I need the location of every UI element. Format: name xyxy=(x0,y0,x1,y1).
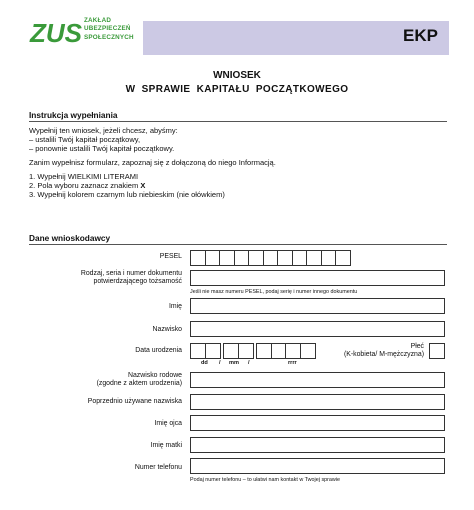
document-label-line: potwierdzającego tożsamość xyxy=(93,278,182,286)
phone-input[interactable] xyxy=(190,458,445,474)
first-name-label: Imię xyxy=(168,303,182,310)
sex-label xyxy=(344,343,424,360)
document-note: Jeśli nie masz numeru PESEL, podaj serię i numer innego dokumentu xyxy=(190,289,358,295)
sex-input[interactable] xyxy=(429,343,445,359)
date-caption-sep: / xyxy=(248,360,250,366)
institution-name-line: ZAKŁAD xyxy=(84,17,112,24)
father-name-label: Imię ojca xyxy=(154,420,182,427)
family-name-label-line: Nazwisko rodowe xyxy=(128,372,182,379)
date-caption-yyyy: rrrr xyxy=(288,360,297,366)
checkbox-mark-x: X xyxy=(140,181,146,190)
last-name-label: Nazwisko xyxy=(152,326,182,333)
sex-label-line: (K-kobieta/ M-mężczyzna) xyxy=(343,351,424,359)
instructions-step: 3. Wypełnij kolorem czarnym lub niebieskim (nie ołówkiem) xyxy=(29,190,225,199)
instructions-step xyxy=(29,181,145,190)
form-title: WNIOSEK xyxy=(213,70,261,81)
family-name-label xyxy=(97,372,182,389)
birth-year-cell[interactable] xyxy=(300,343,316,359)
institution-name-line: SPOŁECZNYCH xyxy=(84,33,134,41)
institution-name-line: UBEZPIECZEŃ xyxy=(84,25,131,33)
instructions-bullet: – ponownie ustalili Twój kapitał początkowy. xyxy=(29,144,175,153)
previous-names-label: Poprzednio używane nazwiska xyxy=(87,398,182,405)
pesel-label: PESEL xyxy=(159,253,182,260)
father-name-input[interactable] xyxy=(190,415,445,431)
instructions-heading: Instrukcja wypełniania xyxy=(29,110,118,120)
instructions-bullet: – ustalili Twój kapitał początkowy, xyxy=(29,135,141,144)
date-caption-mm: mm xyxy=(229,360,239,366)
form-subtitle: W SPRAWIE KAPITAŁU POCZĄTKOWEGO xyxy=(125,84,349,95)
section-divider xyxy=(29,121,447,122)
document-label-line: Rodzaj, seria i numer dokumentu xyxy=(80,270,182,277)
mother-name-label: Imię matki xyxy=(150,442,182,449)
document-input[interactable] xyxy=(190,270,445,286)
birth-date-label: Data urodzenia xyxy=(135,347,182,354)
pesel-input[interactable] xyxy=(190,250,351,266)
pesel-digit-cell[interactable] xyxy=(335,250,351,266)
phone-note: Podaj numer telefonu – to ułatwi nam kontakt w Twojej sprawie xyxy=(190,477,341,483)
birth-day-cell[interactable] xyxy=(205,343,221,359)
last-name-input[interactable] xyxy=(190,321,445,337)
institution-name xyxy=(84,17,134,42)
phone-label: Numer telefonu xyxy=(134,464,182,471)
mother-name-input[interactable] xyxy=(190,437,445,453)
birth-date-input[interactable] xyxy=(190,343,316,359)
sex-label-line: Płeć xyxy=(410,343,424,350)
instructions-info: Zanim wypełnisz formularz, zapoznaj się z dołączoną do niego Informacją. xyxy=(29,158,276,167)
applicant-heading: Dane wnioskodawcy xyxy=(29,233,111,243)
instructions-step: 1. Wypełnij WIELKIMI LITERAMI xyxy=(29,172,139,181)
zus-logo-text: ZUS xyxy=(30,18,82,48)
date-caption-dd: dd xyxy=(201,360,208,366)
previous-names-input[interactable] xyxy=(190,394,445,410)
birth-month-cell[interactable] xyxy=(238,343,254,359)
zus-logo-icon xyxy=(30,18,82,48)
family-name-label-line: (zgodne z aktem urodzenia) xyxy=(96,380,182,388)
instructions-step-text: 2. Pola wyboru zaznacz znakiem xyxy=(29,181,141,190)
document-label xyxy=(81,270,182,287)
first-name-input[interactable] xyxy=(190,298,445,314)
family-name-input[interactable] xyxy=(190,372,445,388)
date-caption-sep: / xyxy=(219,360,221,366)
instructions-intro: Wypełnij ten wniosek, jeżeli chcesz, abyśmy: xyxy=(29,126,178,135)
form-code: EKP xyxy=(403,26,438,45)
section-divider xyxy=(29,244,447,245)
